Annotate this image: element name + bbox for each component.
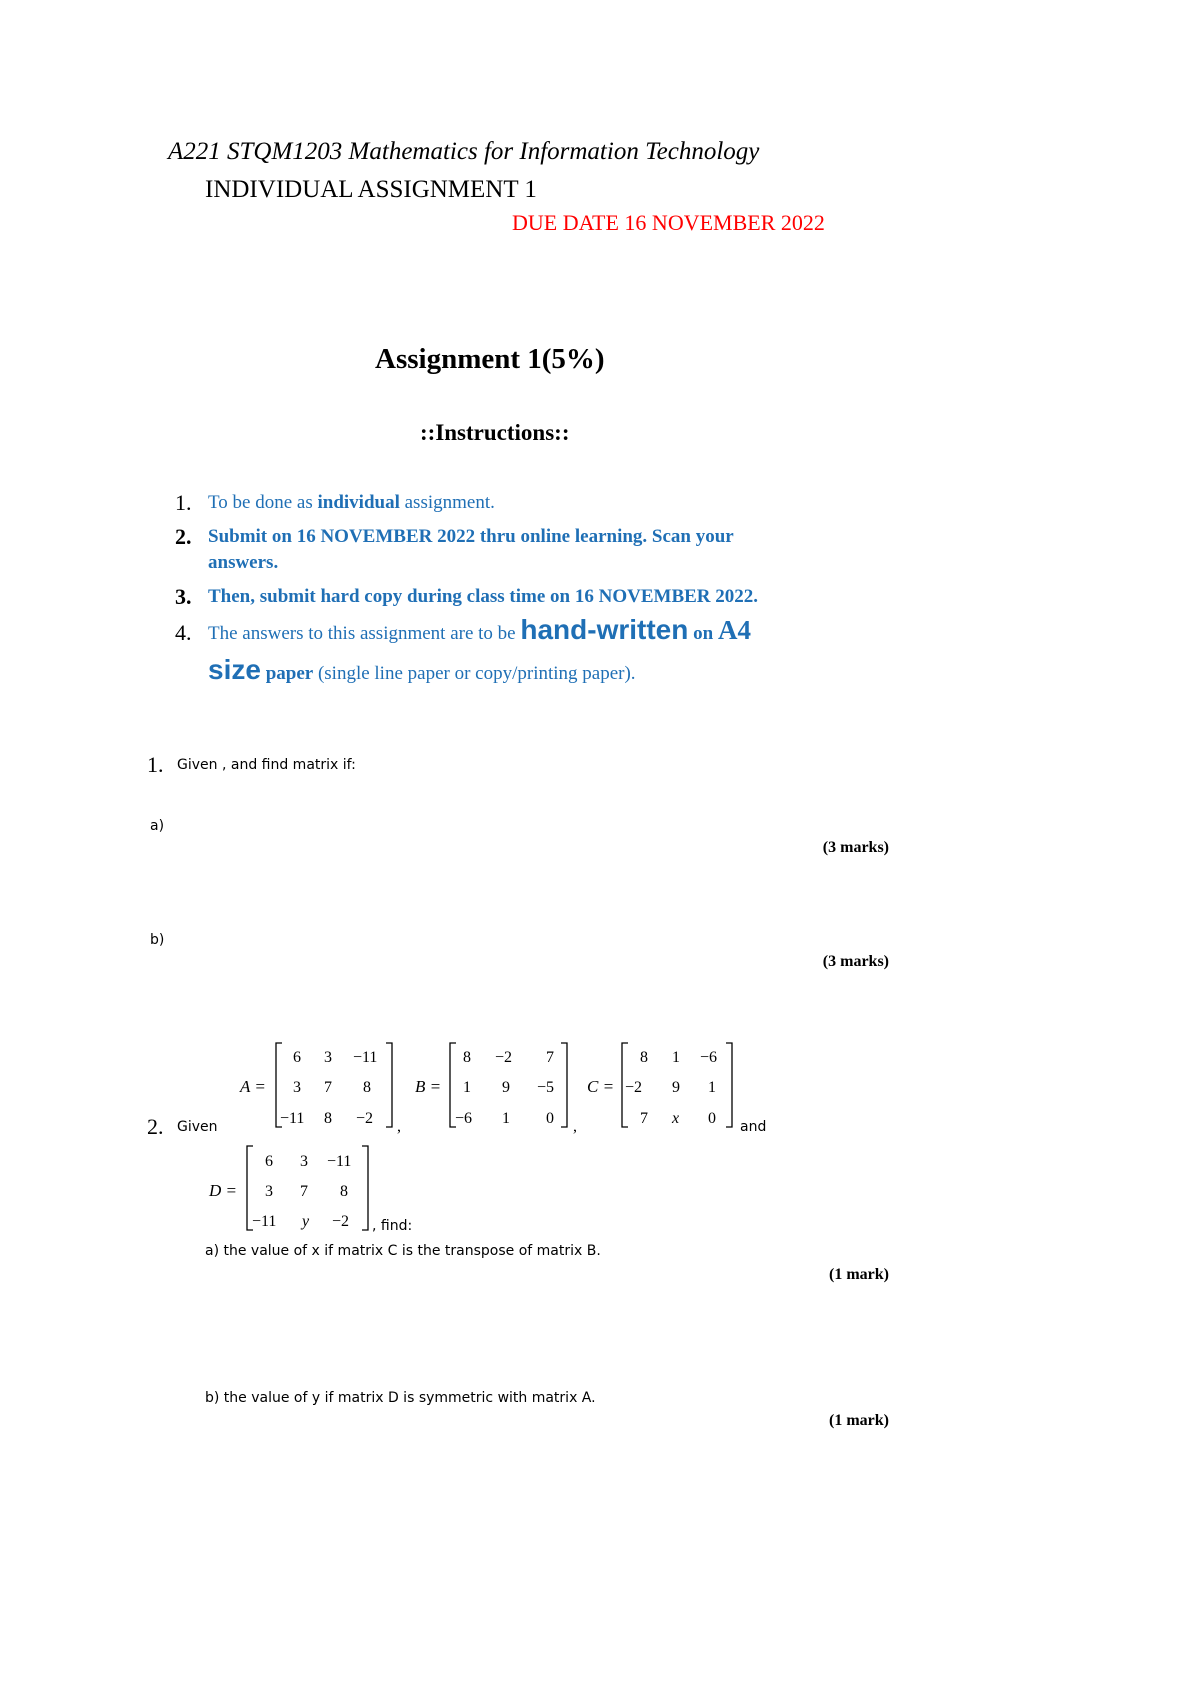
matrix-cell: 6 (265, 1153, 273, 1170)
instruction-number: 2. (175, 524, 192, 549)
matrix-a (239, 1043, 392, 1127)
question-2-find: , find: (372, 1218, 413, 1234)
instruction-text: (single line paper or copy/printing paper). (313, 663, 636, 684)
question-2-number: 2. (147, 1114, 164, 1139)
matrix-cell: 1 (502, 1110, 510, 1127)
instruction-text: Then, submit hard copy during class time on 16 NOVEMBER 2022. (208, 586, 759, 607)
instruction-text: To be done as (208, 492, 318, 513)
right-bracket (726, 1043, 732, 1127)
instruction-number: 3. (175, 584, 192, 609)
question-2-given: Given (177, 1119, 218, 1135)
matrix-c-label: C = (587, 1077, 615, 1096)
instruction-text: The answers to this assignment are to be (208, 623, 521, 644)
question-2a-marks: (1 mark) (829, 1266, 889, 1283)
matrix-cell: 0 (708, 1110, 716, 1127)
matrix-cell: 1 (708, 1079, 716, 1096)
assignment-type: INDIVIDUAL ASSIGNMENT 1 (205, 176, 537, 203)
question-1-text: Given , and find matrix if: (177, 757, 356, 773)
matrix-d-label: D = (209, 1181, 237, 1200)
matrix-cell: 8 (324, 1110, 332, 1127)
matrix-cell: −2 (625, 1079, 643, 1096)
matrix-cell: 7 (324, 1079, 332, 1096)
matrix-cell: 6 (293, 1049, 301, 1066)
course-title: A221 STQM1203 Mathematics for Information Technology (168, 138, 760, 165)
instructions-heading: ::Instructions:: (420, 420, 570, 445)
right-bracket (561, 1043, 567, 1127)
matrix-c (587, 1043, 732, 1127)
matrix-cell: 3 (265, 1183, 273, 1200)
matrix-cell: −11 (353, 1049, 378, 1066)
matrix-cell: −11 (252, 1213, 277, 1230)
matrix-cell: −6 (455, 1110, 473, 1127)
due-date: DUE DATE 16 NOVEMBER 2022 (512, 210, 825, 235)
matrix-cell: 1 (463, 1079, 471, 1096)
matrix-cell: 8 (640, 1049, 648, 1066)
question-1b-marks: (3 marks) (822, 953, 889, 970)
matrix-cell: 8 (340, 1183, 348, 1200)
matrix-cell: −2 (332, 1213, 350, 1230)
matrix-cell: 3 (293, 1079, 301, 1096)
matrix-cell: 9 (672, 1079, 680, 1096)
question-1a-marks: (3 marks) (822, 839, 889, 856)
matrix-cell: 9 (502, 1079, 510, 1096)
comma: , (397, 1118, 401, 1135)
matrix-b-label: B = (415, 1077, 442, 1096)
question-1b-label: b) (150, 932, 165, 948)
instruction-text: assignment. (399, 492, 495, 513)
comma: , (573, 1118, 577, 1135)
instruction-number: 4. (175, 620, 192, 645)
matrix-b (415, 1043, 567, 1127)
question-1a-label: a) (150, 818, 165, 834)
question-2a-text: a) the value of x if matrix C is the transpose of matrix B. (205, 1243, 601, 1259)
right-bracket (362, 1146, 368, 1230)
question-2-and: and (740, 1119, 767, 1135)
matrix-cell: 1 (672, 1049, 680, 1066)
matrix-a-label: A = (240, 1077, 266, 1096)
matrix-cell-x: x (672, 1110, 680, 1127)
matrices-abc (230, 1035, 750, 1135)
question-2b-marks: (1 mark) (829, 1412, 889, 1429)
matrix-cell: −11 (280, 1110, 305, 1127)
instruction-emphasis: size (208, 654, 261, 685)
matrix-cell: 8 (463, 1049, 471, 1066)
matrix-d-figure (205, 1138, 395, 1238)
matrix-cell: 3 (324, 1049, 332, 1066)
matrix-cell: 3 (300, 1153, 308, 1170)
matrix-cell: −6 (700, 1049, 718, 1066)
instruction-emphasis: on (688, 623, 718, 644)
matrix-cell: −2 (495, 1049, 513, 1066)
matrix-cell-y: y (302, 1213, 310, 1230)
instruction-emphasis: hand-written (520, 614, 689, 645)
matrix-cell: 7 (546, 1049, 554, 1066)
question-1-number: 1. (147, 752, 164, 777)
instruction-emphasis: paper (260, 663, 314, 684)
matrix-d (208, 1146, 368, 1230)
question-2b-text: b) the value of y if matrix D is symmetric with matrix A. (205, 1390, 596, 1406)
matrix-cell: 7 (640, 1110, 648, 1127)
assignment-title: Assignment 1(5%) (375, 343, 605, 375)
instruction-text: Submit on 16 NOVEMBER 2022 thru online learning. Scan your (208, 526, 734, 547)
instruction-emphasis: individual (317, 492, 400, 513)
instruction-number: 1. (175, 490, 192, 515)
right-bracket (386, 1043, 392, 1127)
matrix-cell: −2 (356, 1110, 374, 1127)
matrix-cell: −11 (327, 1153, 352, 1170)
matrix-cell: 0 (546, 1110, 554, 1127)
instruction-text-cont: answers. (208, 552, 279, 573)
matrix-cell: 8 (363, 1079, 371, 1096)
matrix-cell: −5 (537, 1079, 555, 1096)
matrix-cell: 7 (300, 1183, 308, 1200)
instruction-emphasis: A4 (717, 615, 751, 645)
